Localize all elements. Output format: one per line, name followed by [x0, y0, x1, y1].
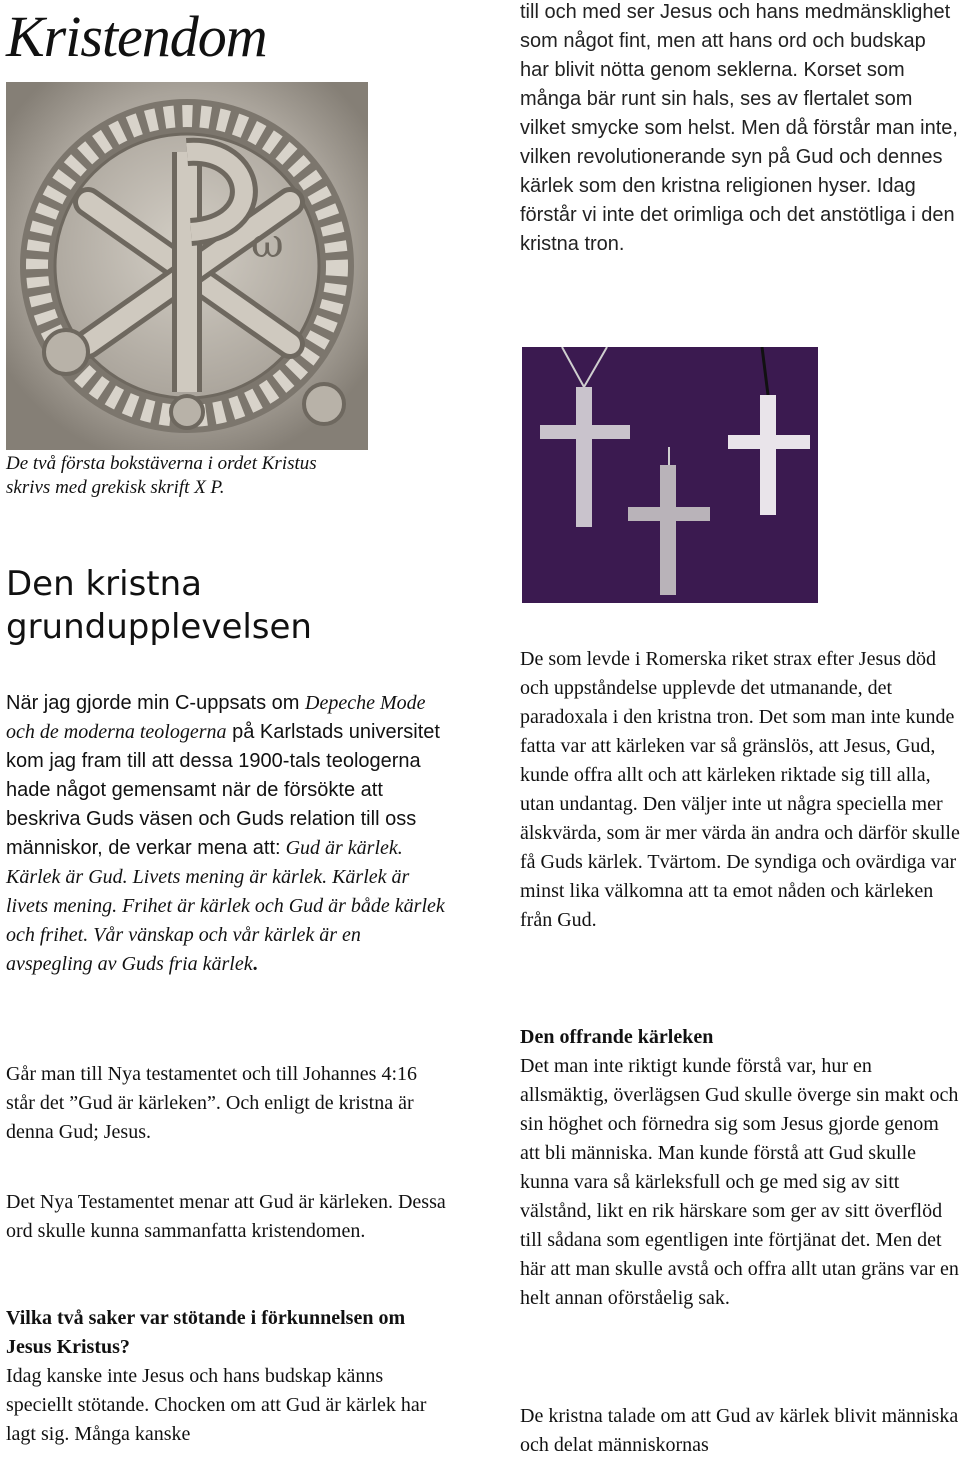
left-p1-text-c: på Karlstads universitet kom jag fram till att dessa 1900-tals teologerna hade något gemensamt när de försökte att beskriva Guds väsen och Guds relation till oss människor, de verkar mena att:	[6, 721, 440, 859]
chi-rho-relief-drawing	[6, 82, 368, 450]
left-paragraph-4: Idag kanske inte Jesus och hans budskap känns speciellt stötande. Chocken om att Gud är kärlek har lagt sig. Många kanske	[6, 1365, 427, 1445]
right-top-paragraph: till och med ser Jesus och hans medmänsklighet som något fint, men att hans ord och budskap har blivit nötta genom seklerna. Korset som många bär runt sin hals, ses av flertalet som vilket smycke som helst. Men då förstår man inte, vilken revolutionerande syn på Gud och dennes kärlek som den kristna religionen hyser. Idag förstår vi inte det orimliga och det anstötliga i den kristna tron.	[520, 1, 958, 255]
right-paragraph-1: De som levde i Romerska riket strax efter Jesus död och uppståndelse upplevde det utmanande, det paradoxala i den kristna tron. Det som man inte kunde fatta var att kärleken var så gränslös, att Jesus, Gud, kunde offra allt och att kärleken riktade sig till alla, utan undantag. Den väljer inte ut några speciella mer älskvärda, som är mer värda än andra och därför skulle få Guds kärlek. Tvärtom. De syndiga och ovärdiga var minst lika välkomna att ta emot nåden och kärleken från Gud.	[520, 648, 960, 931]
left-p1-end: .	[252, 953, 258, 975]
crosses-photo	[522, 347, 818, 603]
image-caption: De två första bokstäverna i ordet Kristus skrivs med grekisk skrift X P.	[6, 453, 317, 498]
left-p1-quote: Gud är kärlek. Kärlek är Gud. Livets mening är kärlek. Kärlek är livets mening. Frihet är kärlek och Gud är både kärlek och frihet. Vår vänskap och vår kärlek är en avspegling av Guds fria kärlek	[6, 837, 445, 975]
left-p1-text-a: När jag gjorde min C-uppsats om	[6, 692, 306, 714]
left-paragraph-3: Det Nya Testamentet menar att Gud är kärleken. Dessa ord skulle kunna sammanfatta kristendomen.	[6, 1191, 446, 1242]
section-heading: Den kristna grundupplevelsen	[6, 564, 312, 647]
right-subheading: Den offrande kärleken	[520, 1026, 714, 1048]
left-question-heading: Vilka två saker var stötande i förkunnelsen om Jesus Kristus?	[6, 1307, 406, 1358]
svg-text:ω: ω	[251, 221, 284, 267]
left-paragraph-1	[6, 689, 446, 979]
right-paragraph-3: De kristna talade om att Gud av kärlek blivit människa och delat människornas	[520, 1405, 959, 1456]
left-p1-italic-title: Depeche Mode och de moderna teologerna	[6, 692, 426, 743]
page-title: Kristendom	[6, 4, 267, 69]
crosses-drawing	[522, 347, 818, 603]
left-paragraph-2: Går man till Nya testamentet och till Johannes 4:16 står det ”Gud är kärleken”. Och enligt de kristna är denna Gud; Jesus.	[6, 1063, 418, 1143]
right-paragraph-2: Det man inte riktigt kunde förstå var, hur en allsmäktig, överlägsen Gud skulle överge sin makt och sin höghet och förnedra sig som Jesus gjorde genom att bli människa. Man kunde förstå att Gud skulle kunna vara så kärleksfull och ge med sig av sitt välstånd, likt en rik härskare som ger av sitt överflöd till sådana som egentligen inte förtjänat det. Men det här att man skulle avstå och offra allt utan gräns var en helt annan oförståelig sak.	[520, 1055, 959, 1309]
chi-rho-relief-image	[6, 82, 368, 450]
